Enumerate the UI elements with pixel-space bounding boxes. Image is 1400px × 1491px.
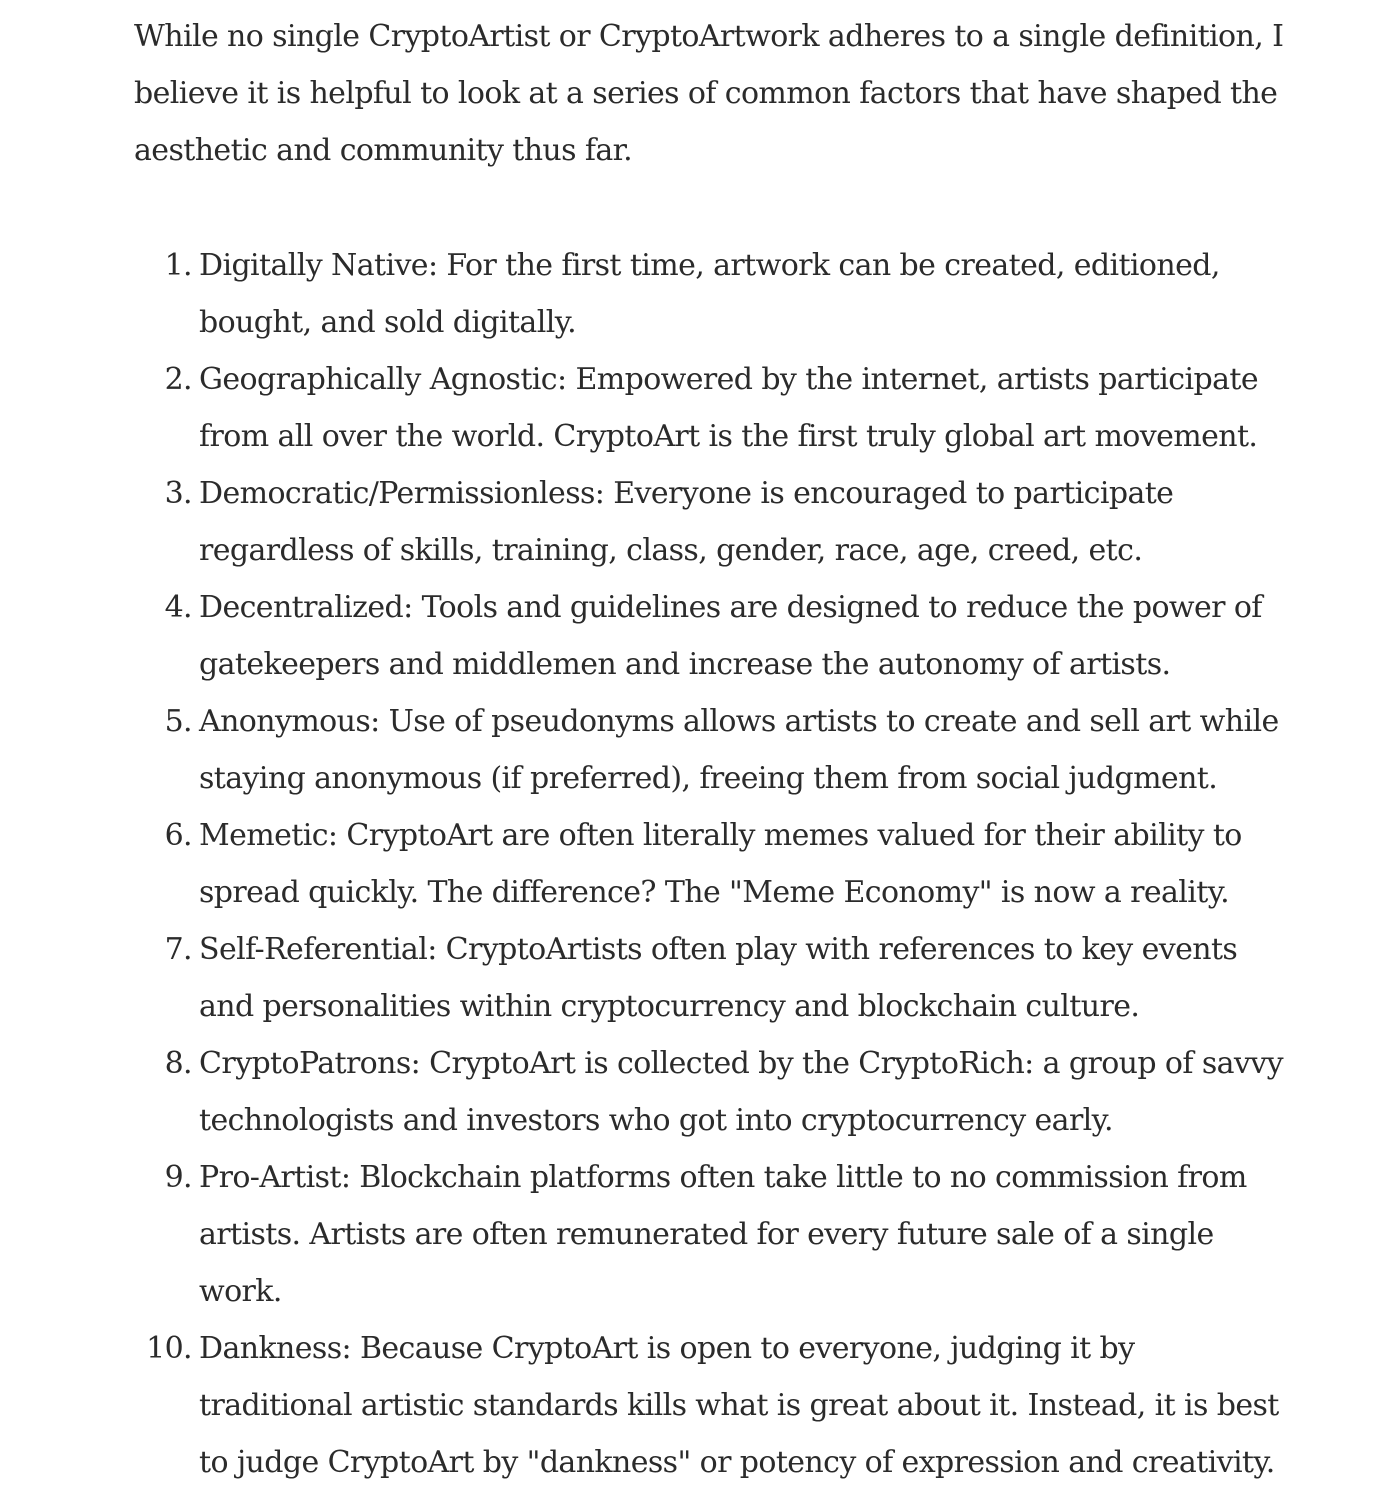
factor-list: [134, 237, 1284, 1491]
list-item-term: Dankness:: [199, 1331, 352, 1366]
list-item: [134, 693, 1284, 807]
list-item-number: 4.: [164, 590, 192, 625]
list-item-term: Decentralized:: [199, 590, 413, 625]
list-item-number: 2.: [164, 362, 192, 397]
list-item-number: 1.: [164, 248, 192, 283]
list-item-text: Because CryptoArt is open to everyone, judging it by traditional artistic standards kills what is great about it. Instead, it is best to judge CryptoArt by "dankness" or potency of expression and creativity.: [199, 1331, 1279, 1480]
list-item-number: 6.: [164, 818, 192, 853]
list-item-term: Geographically Agnostic:: [199, 362, 567, 397]
list-item: [134, 921, 1284, 1035]
list-item-text: CryptoArtists often play with references to key events and personalities within cryptocurrency and blockchain culture.: [199, 932, 1238, 1024]
list-item-term: Digitally Native:: [199, 248, 438, 283]
list-item-text: Use of pseudonyms allows artists to create and sell art while staying anonymous (if preferred), freeing them from social judgment.: [199, 704, 1279, 796]
list-item-text: Empowered by the internet, artists participate from all over the world. CryptoArt is the first truly global art movement.: [199, 362, 1258, 454]
list-item: [134, 807, 1284, 921]
list-item-text: Blockchain platforms often take little to no commission from artists. Artists are often remunerated for every future sale of a single work.: [199, 1160, 1247, 1309]
list-item-text: Tools and guidelines are designed to reduce the power of gatekeepers and middlemen and increase the autonomy of artists.: [199, 590, 1262, 682]
list-item-term: Democratic/Permissionless:: [199, 476, 605, 511]
list-item-text: CryptoArt is collected by the CryptoRich: a group of savvy technologists and investors who got into cryptocurrency early.: [199, 1046, 1283, 1138]
intro-paragraph: While no single CryptoArtist or CryptoArtwork adheres to a single definition, I believe it is helpful to look at a series of common factors that have shaped the aesthetic and community thus far.: [134, 19, 1284, 168]
list-item: [134, 1149, 1284, 1320]
list-item-number: 9.: [164, 1160, 192, 1195]
list-item-number: 5.: [164, 704, 192, 739]
list-item-text: For the first time, artwork can be created, editioned, bought, and sold digitally.: [199, 248, 1220, 340]
list-item: [134, 237, 1284, 351]
list-item: [134, 1035, 1284, 1149]
list-item-number: 10.: [146, 1331, 192, 1366]
list-item-text: CryptoArt are often literally memes valued for their ability to spread quickly. The difference? The "Meme Economy" is now a reality.: [199, 818, 1242, 910]
list-item-number: 8.: [164, 1046, 192, 1081]
list-item-number: 7.: [164, 932, 192, 967]
list-item-term: CryptoPatrons:: [199, 1046, 421, 1081]
list-item-term: Memetic:: [199, 818, 338, 853]
article-body: [134, 8, 1284, 1491]
list-item-text: Everyone is encouraged to participate regardless of skills, training, class, gender, race, age, creed, etc.: [199, 476, 1174, 568]
list-item-term: Self-Referential:: [199, 932, 437, 967]
list-item: [134, 465, 1284, 579]
list-item-number: 3.: [164, 476, 192, 511]
list-item-term: Pro-Artist:: [199, 1160, 351, 1195]
list-item: [134, 1320, 1284, 1491]
list-item-term: Anonymous:: [199, 704, 380, 739]
list-item: [134, 579, 1284, 693]
list-item: [134, 351, 1284, 465]
